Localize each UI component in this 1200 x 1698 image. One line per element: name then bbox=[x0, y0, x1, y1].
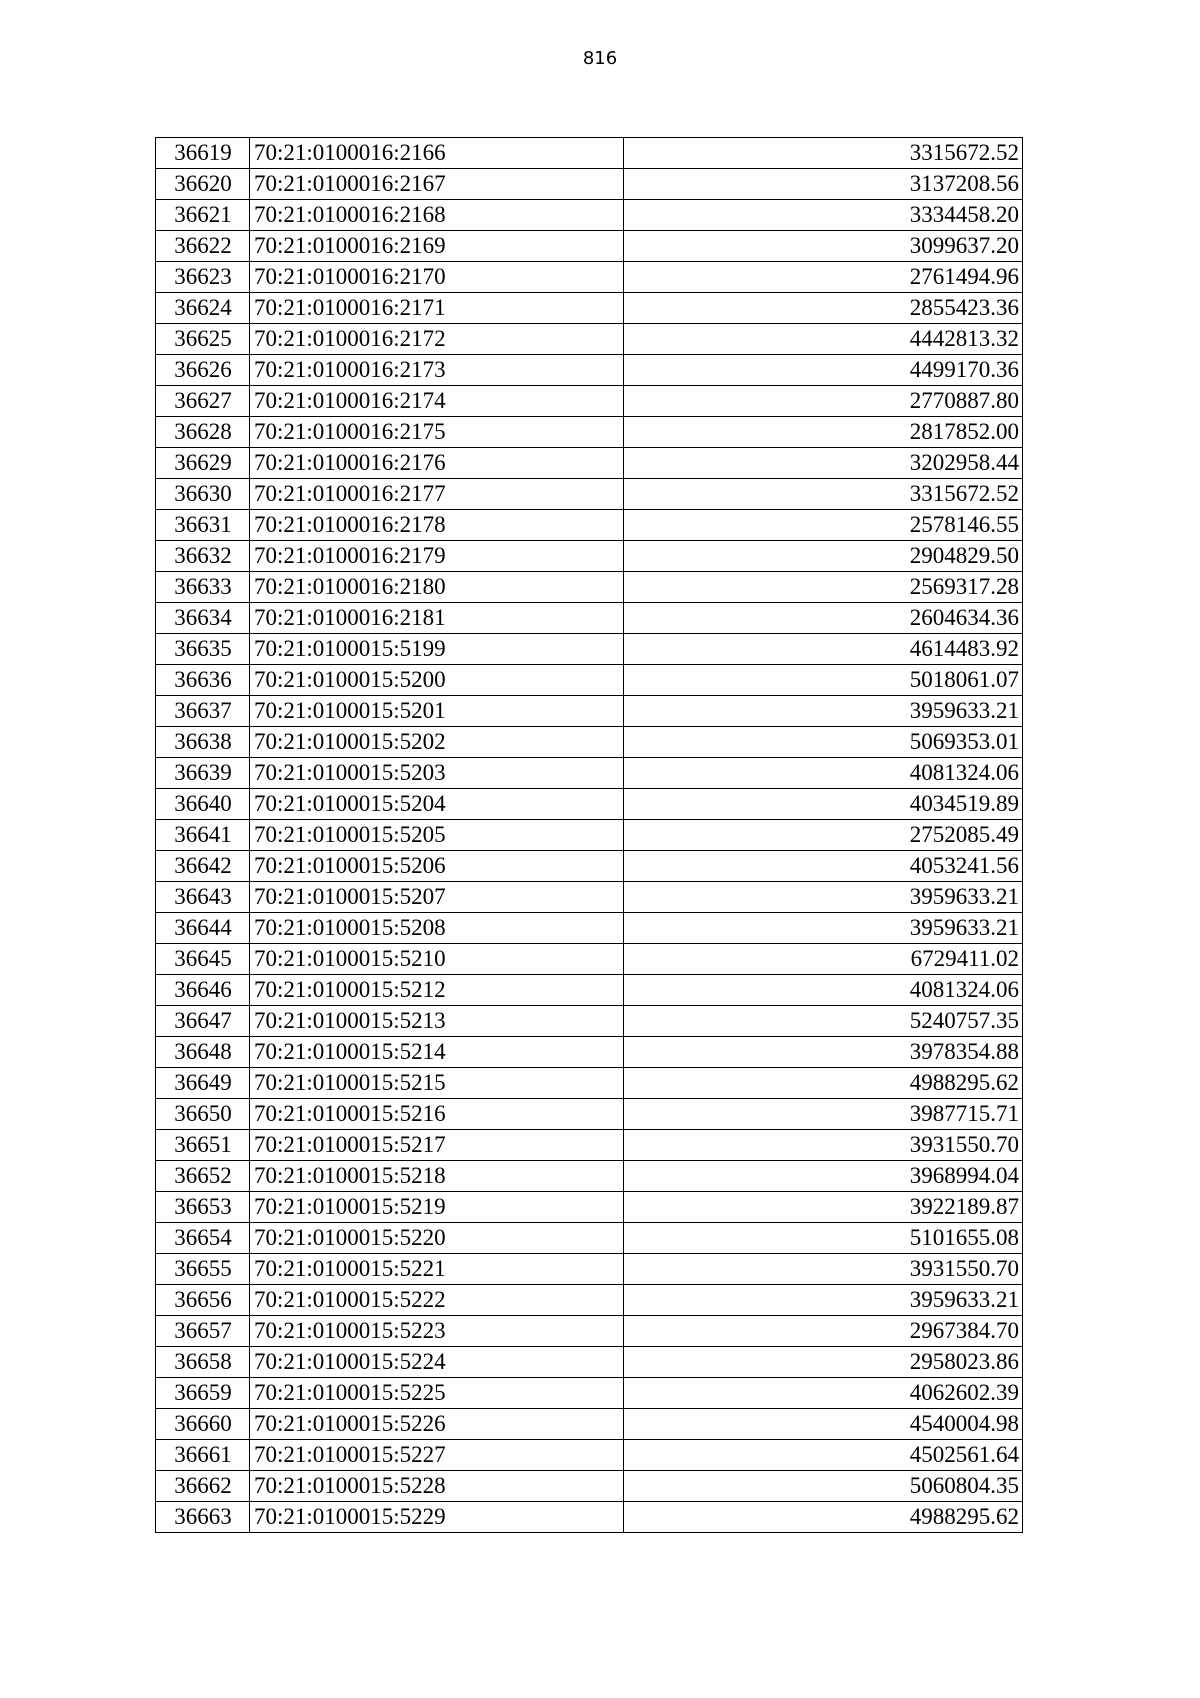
table-row bbox=[156, 324, 1023, 355]
row-number-cell: 36628 bbox=[156, 417, 250, 448]
cadastral-number-cell: 70:21:0100015:5226 bbox=[250, 1409, 624, 1440]
cadastral-number-cell: 70:21:0100015:5219 bbox=[250, 1192, 624, 1223]
cadastral-number-cell: 70:21:0100015:5203 bbox=[250, 758, 624, 789]
cadastral-number-cell: 70:21:0100016:2175 bbox=[250, 417, 624, 448]
cadastral-value-cell: 2904829.50 bbox=[624, 541, 1023, 572]
cadastral-number-cell: 70:21:0100015:5224 bbox=[250, 1347, 624, 1378]
cadastral-number-cell: 70:21:0100015:5217 bbox=[250, 1130, 624, 1161]
table-row bbox=[156, 1006, 1023, 1037]
table-row bbox=[156, 882, 1023, 913]
cadastral-number-cell: 70:21:0100015:5220 bbox=[250, 1223, 624, 1254]
cadastral-value-cell: 3978354.88 bbox=[624, 1037, 1023, 1068]
cadastral-value-cell: 4614483.92 bbox=[624, 634, 1023, 665]
cadastral-number-cell: 70:21:0100015:5200 bbox=[250, 665, 624, 696]
cadastral-number-cell: 70:21:0100016:2177 bbox=[250, 479, 624, 510]
cadastral-number-cell: 70:21:0100015:5228 bbox=[250, 1471, 624, 1502]
table-row bbox=[156, 789, 1023, 820]
cadastral-number-cell: 70:21:0100015:5227 bbox=[250, 1440, 624, 1471]
table-row bbox=[156, 510, 1023, 541]
cadastral-number-cell: 70:21:0100015:5205 bbox=[250, 820, 624, 851]
cadastral-number-cell: 70:21:0100015:5208 bbox=[250, 913, 624, 944]
cadastral-number-cell: 70:21:0100015:5214 bbox=[250, 1037, 624, 1068]
cadastral-value-cell: 2752085.49 bbox=[624, 820, 1023, 851]
cadastral-value-cell: 5069353.01 bbox=[624, 727, 1023, 758]
cadastral-value-cell: 3334458.20 bbox=[624, 200, 1023, 231]
cadastral-number-cell: 70:21:0100016:2168 bbox=[250, 200, 624, 231]
cadastral-value-cell: 4442813.32 bbox=[624, 324, 1023, 355]
table-row bbox=[156, 634, 1023, 665]
cadastral-value-cell: 4034519.89 bbox=[624, 789, 1023, 820]
table-row bbox=[156, 1223, 1023, 1254]
table-row bbox=[156, 913, 1023, 944]
cadastral-number-cell: 70:21:0100015:5229 bbox=[250, 1502, 624, 1533]
table-row bbox=[156, 417, 1023, 448]
cadastral-value-cell: 3959633.21 bbox=[624, 913, 1023, 944]
row-number-cell: 36656 bbox=[156, 1285, 250, 1316]
cadastral-value-cell: 3315672.52 bbox=[624, 479, 1023, 510]
table-row bbox=[156, 1099, 1023, 1130]
row-number-cell: 36622 bbox=[156, 231, 250, 262]
row-number-cell: 36659 bbox=[156, 1378, 250, 1409]
cadastral-value-cell: 4499170.36 bbox=[624, 355, 1023, 386]
table-row bbox=[156, 262, 1023, 293]
row-number-cell: 36661 bbox=[156, 1440, 250, 1471]
table-row bbox=[156, 975, 1023, 1006]
cadastral-value-table bbox=[155, 137, 1023, 1533]
row-number-cell: 36658 bbox=[156, 1347, 250, 1378]
cadastral-value-cell: 4062602.39 bbox=[624, 1378, 1023, 1409]
cadastral-number-cell: 70:21:0100016:2166 bbox=[250, 138, 624, 169]
cadastral-value-cell: 3959633.21 bbox=[624, 882, 1023, 913]
cadastral-number-cell: 70:21:0100015:5221 bbox=[250, 1254, 624, 1285]
table-row bbox=[156, 1409, 1023, 1440]
table-row bbox=[156, 355, 1023, 386]
row-number-cell: 36634 bbox=[156, 603, 250, 634]
row-number-cell: 36624 bbox=[156, 293, 250, 324]
table-row bbox=[156, 200, 1023, 231]
row-number-cell: 36642 bbox=[156, 851, 250, 882]
table-row bbox=[156, 1316, 1023, 1347]
cadastral-number-cell: 70:21:0100015:5223 bbox=[250, 1316, 624, 1347]
row-number-cell: 36633 bbox=[156, 572, 250, 603]
row-number-cell: 36647 bbox=[156, 1006, 250, 1037]
cadastral-value-cell: 2855423.36 bbox=[624, 293, 1023, 324]
cadastral-number-cell: 70:21:0100015:5204 bbox=[250, 789, 624, 820]
row-number-cell: 36650 bbox=[156, 1099, 250, 1130]
table-row bbox=[156, 448, 1023, 479]
cadastral-value-cell: 2770887.80 bbox=[624, 386, 1023, 417]
row-number-cell: 36631 bbox=[156, 510, 250, 541]
table-row bbox=[156, 1037, 1023, 1068]
row-number-cell: 36632 bbox=[156, 541, 250, 572]
table-row bbox=[156, 541, 1023, 572]
row-number-cell: 36648 bbox=[156, 1037, 250, 1068]
cadastral-number-cell: 70:21:0100016:2169 bbox=[250, 231, 624, 262]
row-number-cell: 36655 bbox=[156, 1254, 250, 1285]
row-number-cell: 36641 bbox=[156, 820, 250, 851]
cadastral-number-cell: 70:21:0100016:2172 bbox=[250, 324, 624, 355]
cadastral-value-cell: 2604634.36 bbox=[624, 603, 1023, 634]
table-row bbox=[156, 1254, 1023, 1285]
cadastral-value-cell: 2958023.86 bbox=[624, 1347, 1023, 1378]
row-number-cell: 36653 bbox=[156, 1192, 250, 1223]
cadastral-number-cell: 70:21:0100016:2173 bbox=[250, 355, 624, 386]
table-row bbox=[156, 1502, 1023, 1533]
cadastral-value-cell: 5101655.08 bbox=[624, 1223, 1023, 1254]
cadastral-value-cell: 4988295.62 bbox=[624, 1502, 1023, 1533]
cadastral-number-cell: 70:21:0100016:2181 bbox=[250, 603, 624, 634]
cadastral-value-cell: 4988295.62 bbox=[624, 1068, 1023, 1099]
cadastral-value-cell: 4502561.64 bbox=[624, 1440, 1023, 1471]
cadastral-value-cell: 2578146.55 bbox=[624, 510, 1023, 541]
cadastral-number-cell: 70:21:0100015:5215 bbox=[250, 1068, 624, 1099]
row-number-cell: 36646 bbox=[156, 975, 250, 1006]
cadastral-number-cell: 70:21:0100015:5216 bbox=[250, 1099, 624, 1130]
table-row bbox=[156, 603, 1023, 634]
cadastral-number-cell: 70:21:0100015:5225 bbox=[250, 1378, 624, 1409]
row-number-cell: 36619 bbox=[156, 138, 250, 169]
cadastral-value-cell: 3099637.20 bbox=[624, 231, 1023, 262]
cadastral-number-cell: 70:21:0100016:2170 bbox=[250, 262, 624, 293]
row-number-cell: 36638 bbox=[156, 727, 250, 758]
row-number-cell: 36644 bbox=[156, 913, 250, 944]
cadastral-value-cell: 5018061.07 bbox=[624, 665, 1023, 696]
row-number-cell: 36651 bbox=[156, 1130, 250, 1161]
cadastral-value-cell: 4053241.56 bbox=[624, 851, 1023, 882]
table-row bbox=[156, 727, 1023, 758]
table-row bbox=[156, 1471, 1023, 1502]
row-number-cell: 36623 bbox=[156, 262, 250, 293]
table-row bbox=[156, 944, 1023, 975]
cadastral-value-cell: 4081324.06 bbox=[624, 758, 1023, 789]
table-row bbox=[156, 696, 1023, 727]
row-number-cell: 36630 bbox=[156, 479, 250, 510]
table-row bbox=[156, 758, 1023, 789]
cadastral-value-cell: 5240757.35 bbox=[624, 1006, 1023, 1037]
row-number-cell: 36620 bbox=[156, 169, 250, 200]
row-number-cell: 36621 bbox=[156, 200, 250, 231]
row-number-cell: 36639 bbox=[156, 758, 250, 789]
row-number-cell: 36657 bbox=[156, 1316, 250, 1347]
cadastral-value-cell: 3315672.52 bbox=[624, 138, 1023, 169]
cadastral-value-cell: 3987715.71 bbox=[624, 1099, 1023, 1130]
table-row bbox=[156, 479, 1023, 510]
cadastral-value-cell: 3202958.44 bbox=[624, 448, 1023, 479]
table-row bbox=[156, 1130, 1023, 1161]
row-number-cell: 36635 bbox=[156, 634, 250, 665]
cadastral-number-cell: 70:21:0100016:2180 bbox=[250, 572, 624, 603]
cadastral-number-cell: 70:21:0100016:2176 bbox=[250, 448, 624, 479]
row-number-cell: 36649 bbox=[156, 1068, 250, 1099]
row-number-cell: 36662 bbox=[156, 1471, 250, 1502]
cadastral-number-cell: 70:21:0100015:5222 bbox=[250, 1285, 624, 1316]
cadastral-value-cell: 2569317.28 bbox=[624, 572, 1023, 603]
cadastral-number-cell: 70:21:0100016:2174 bbox=[250, 386, 624, 417]
row-number-cell: 36629 bbox=[156, 448, 250, 479]
cadastral-number-cell: 70:21:0100015:5218 bbox=[250, 1161, 624, 1192]
cadastral-value-cell: 4081324.06 bbox=[624, 975, 1023, 1006]
table-row bbox=[156, 820, 1023, 851]
table-row bbox=[156, 138, 1023, 169]
table-row bbox=[156, 665, 1023, 696]
cadastral-value-cell: 2817852.00 bbox=[624, 417, 1023, 448]
table-row bbox=[156, 1347, 1023, 1378]
table-row bbox=[156, 572, 1023, 603]
table-row bbox=[156, 1440, 1023, 1471]
cadastral-value-cell: 3959633.21 bbox=[624, 696, 1023, 727]
cadastral-number-cell: 70:21:0100015:5201 bbox=[250, 696, 624, 727]
table-row bbox=[156, 231, 1023, 262]
cadastral-value-cell: 4540004.98 bbox=[624, 1409, 1023, 1440]
cadastral-value-cell: 6729411.02 bbox=[624, 944, 1023, 975]
cadastral-value-cell: 2761494.96 bbox=[624, 262, 1023, 293]
cadastral-value-cell: 3922189.87 bbox=[624, 1192, 1023, 1223]
page-number: 816 bbox=[582, 48, 618, 69]
row-number-cell: 36660 bbox=[156, 1409, 250, 1440]
row-number-cell: 36643 bbox=[156, 882, 250, 913]
table-row bbox=[156, 1068, 1023, 1099]
cadastral-number-cell: 70:21:0100016:2167 bbox=[250, 169, 624, 200]
cadastral-number-cell: 70:21:0100015:5199 bbox=[250, 634, 624, 665]
cadastral-number-cell: 70:21:0100015:5213 bbox=[250, 1006, 624, 1037]
table-row bbox=[156, 1378, 1023, 1409]
table-row bbox=[156, 169, 1023, 200]
cadastral-value-cell: 3931550.70 bbox=[624, 1254, 1023, 1285]
row-number-cell: 36654 bbox=[156, 1223, 250, 1254]
table-row bbox=[156, 386, 1023, 417]
cadastral-number-cell: 70:21:0100016:2178 bbox=[250, 510, 624, 541]
cadastral-number-cell: 70:21:0100015:5202 bbox=[250, 727, 624, 758]
table-row bbox=[156, 851, 1023, 882]
row-number-cell: 36663 bbox=[156, 1502, 250, 1533]
cadastral-value-cell: 3968994.04 bbox=[624, 1161, 1023, 1192]
cadastral-value-cell: 2967384.70 bbox=[624, 1316, 1023, 1347]
cadastral-number-cell: 70:21:0100015:5210 bbox=[250, 944, 624, 975]
table-row bbox=[156, 293, 1023, 324]
cadastral-value-cell: 3137208.56 bbox=[624, 169, 1023, 200]
table-row bbox=[156, 1161, 1023, 1192]
cadastral-number-cell: 70:21:0100016:2179 bbox=[250, 541, 624, 572]
row-number-cell: 36637 bbox=[156, 696, 250, 727]
cadastral-number-cell: 70:21:0100015:5206 bbox=[250, 851, 624, 882]
row-number-cell: 36627 bbox=[156, 386, 250, 417]
cadastral-value-cell: 3959633.21 bbox=[624, 1285, 1023, 1316]
table-body bbox=[156, 138, 1023, 1533]
cadastral-number-cell: 70:21:0100016:2171 bbox=[250, 293, 624, 324]
cadastral-value-cell: 5060804.35 bbox=[624, 1471, 1023, 1502]
row-number-cell: 36625 bbox=[156, 324, 250, 355]
row-number-cell: 36626 bbox=[156, 355, 250, 386]
table-row bbox=[156, 1192, 1023, 1223]
row-number-cell: 36636 bbox=[156, 665, 250, 696]
row-number-cell: 36640 bbox=[156, 789, 250, 820]
row-number-cell: 36645 bbox=[156, 944, 250, 975]
table-row bbox=[156, 1285, 1023, 1316]
cadastral-number-cell: 70:21:0100015:5207 bbox=[250, 882, 624, 913]
row-number-cell: 36652 bbox=[156, 1161, 250, 1192]
cadastral-number-cell: 70:21:0100015:5212 bbox=[250, 975, 624, 1006]
cadastral-value-cell: 3931550.70 bbox=[624, 1130, 1023, 1161]
